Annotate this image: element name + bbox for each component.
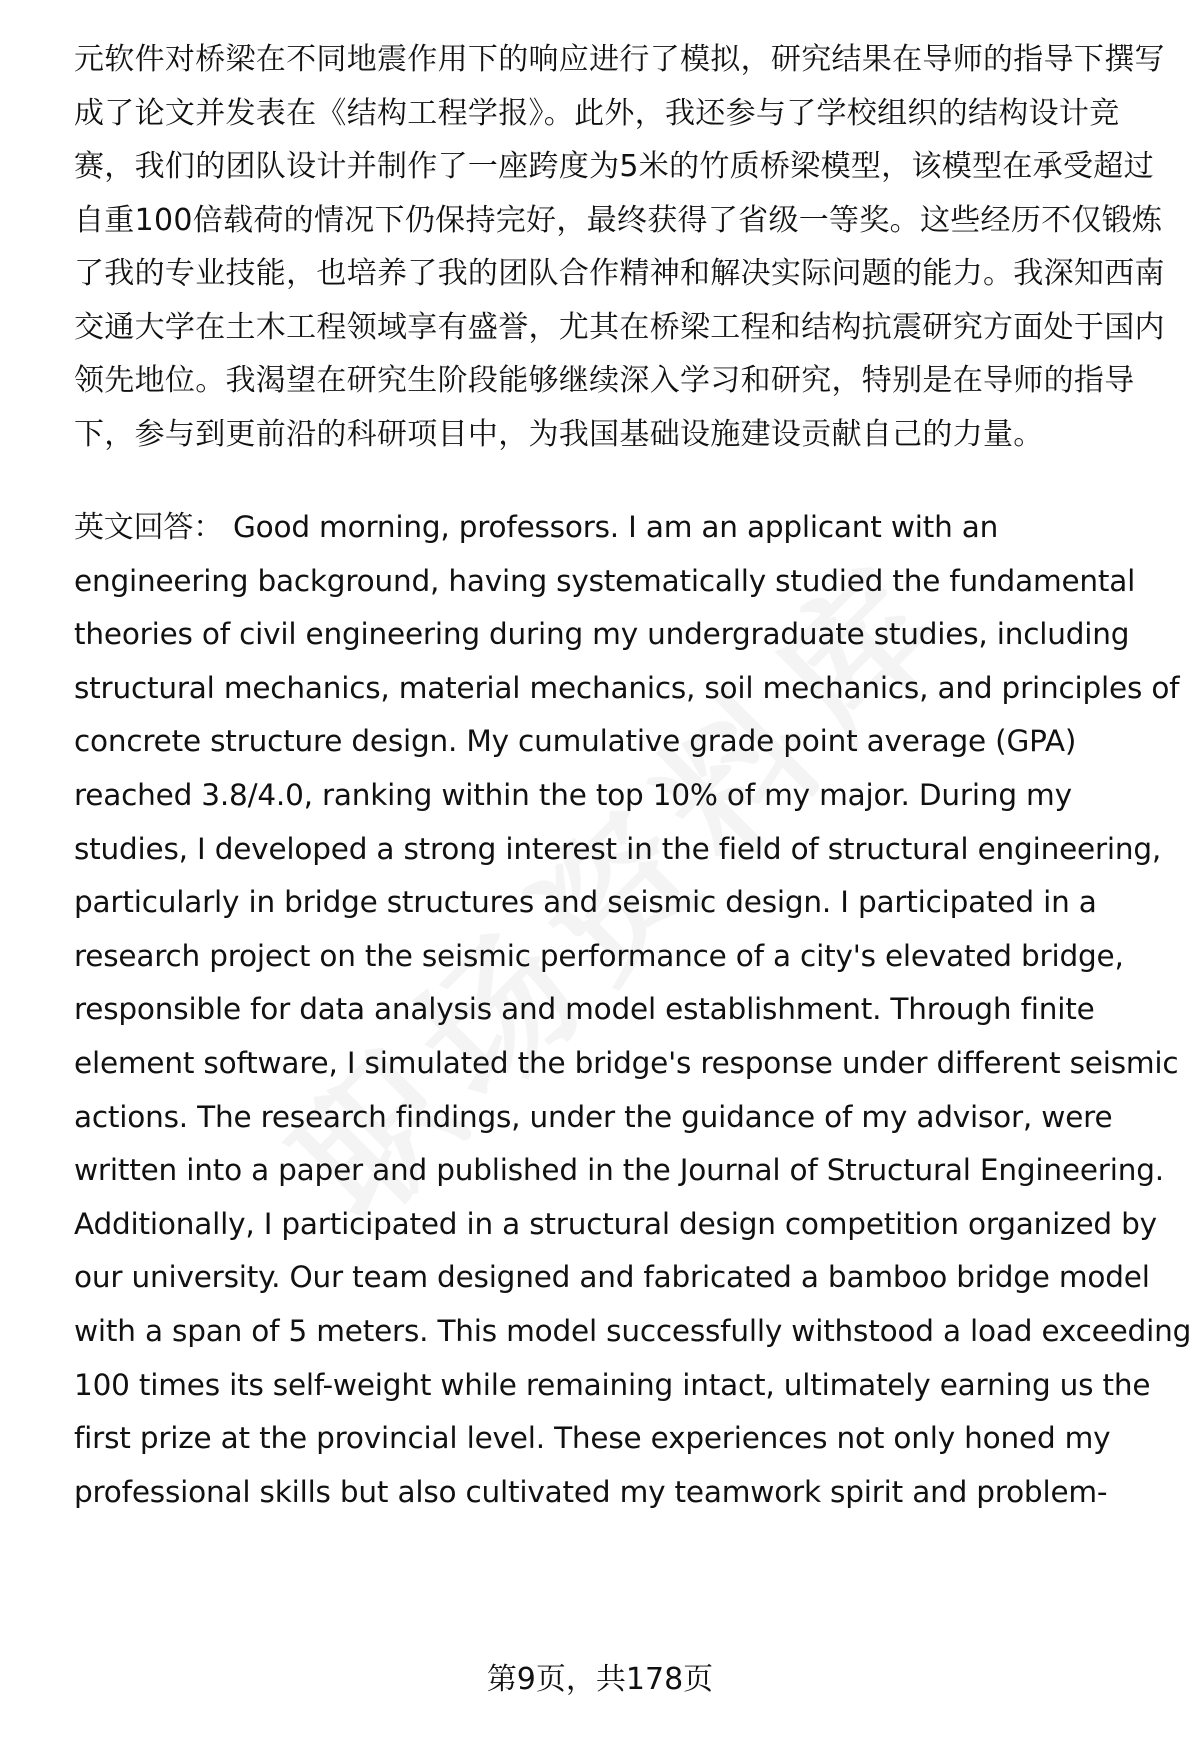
text-line: 元软件对桥梁在不同地震作用下的响应进行了模拟，研究结果在导师的指导下撰写: [74, 42, 1165, 77]
text-line: with a span of 5 meters. This model successfully withstood a load exceeding: [74, 1314, 1192, 1348]
text-line: particularly in bridge structures and seismic design. I participated in a: [74, 885, 1097, 920]
text-line: reached 3.8/4.0, ranking within the top 10% of my major. During my: [74, 778, 1072, 812]
text-line: responsible for data analysis and model establishment. Through finite: [74, 992, 1095, 1027]
text-line: 自重100倍载荷的情况下仍保持完好，最终获得了省级一等奖。这些经历不仅锻炼: [74, 202, 1163, 238]
text-line: 下，参与到更前沿的科研项目中，为我国基础设施建设贡献自己的力量。: [74, 416, 1044, 452]
text-line: theories of civil engineering during my undergraduate studies, including: [74, 617, 1130, 652]
text-line: Additionally, I participated in a structural design competition organized by: [74, 1206, 1157, 1241]
text-line: first prize at the provincial level. These experiences not only honed my: [74, 1421, 1111, 1456]
text-line: studies, I developed a strong interest in the field of structural engineering,: [74, 831, 1162, 866]
text-line: structural mechanics, material mechanics, soil mechanics, and principles of: [74, 670, 1180, 705]
text-line-first: [74, 507, 998, 547]
text-line: our university. Our team designed and fabricated a bamboo bridge model: [74, 1260, 1150, 1295]
text-line: engineering background, having systematically studied the fundamental: [74, 563, 1136, 598]
text-line: 领先地位。我渴望在研究生阶段能够继续深入学习和研究，特别是在导师的指导: [74, 363, 1135, 398]
text-line: 成了论文并发表在《结构工程学报》。此外，我还参与了学校组织的结构设计竞: [74, 95, 1120, 131]
text-span: Good morning, professors. I am an applicant with an: [233, 510, 999, 544]
text-line: element software, I simulated the bridge's response under different seismic: [74, 1046, 1179, 1080]
english-answer-label: 英文回答：: [74, 510, 223, 545]
text-line: professional skills but also cultivated my teamwork spirit and problem-: [74, 1474, 1108, 1509]
text-line: 赛，我们的团队设计并制作了一座跨度为5米的竹质桥梁模型，该模型在承受超过: [74, 149, 1154, 184]
text-line: concrete structure design. My cumulative grade point average (GPA): [74, 724, 1077, 759]
text-line: 了我的专业技能，也培养了我的团队合作精神和解决实际问题的能力。我深知西南: [74, 256, 1165, 291]
text-line: 交通大学在土木工程领域享有盛誉，尤其在桥梁工程和结构抗震研究方面处于国内: [74, 309, 1165, 345]
text-line: research project on the seismic performance of a city's elevated bridge,: [74, 938, 1124, 973]
text-line: actions. The research findings, under the guidance of my advisor, were: [74, 1099, 1113, 1134]
text-line: 100 times its self-weight while remaining intact, ultimately earning us the: [74, 1367, 1151, 1402]
page-footer: 第9页，共178页: [486, 1662, 714, 1697]
text-line: written into a paper and published in the Journal of Structural Engineering.: [74, 1153, 1164, 1188]
